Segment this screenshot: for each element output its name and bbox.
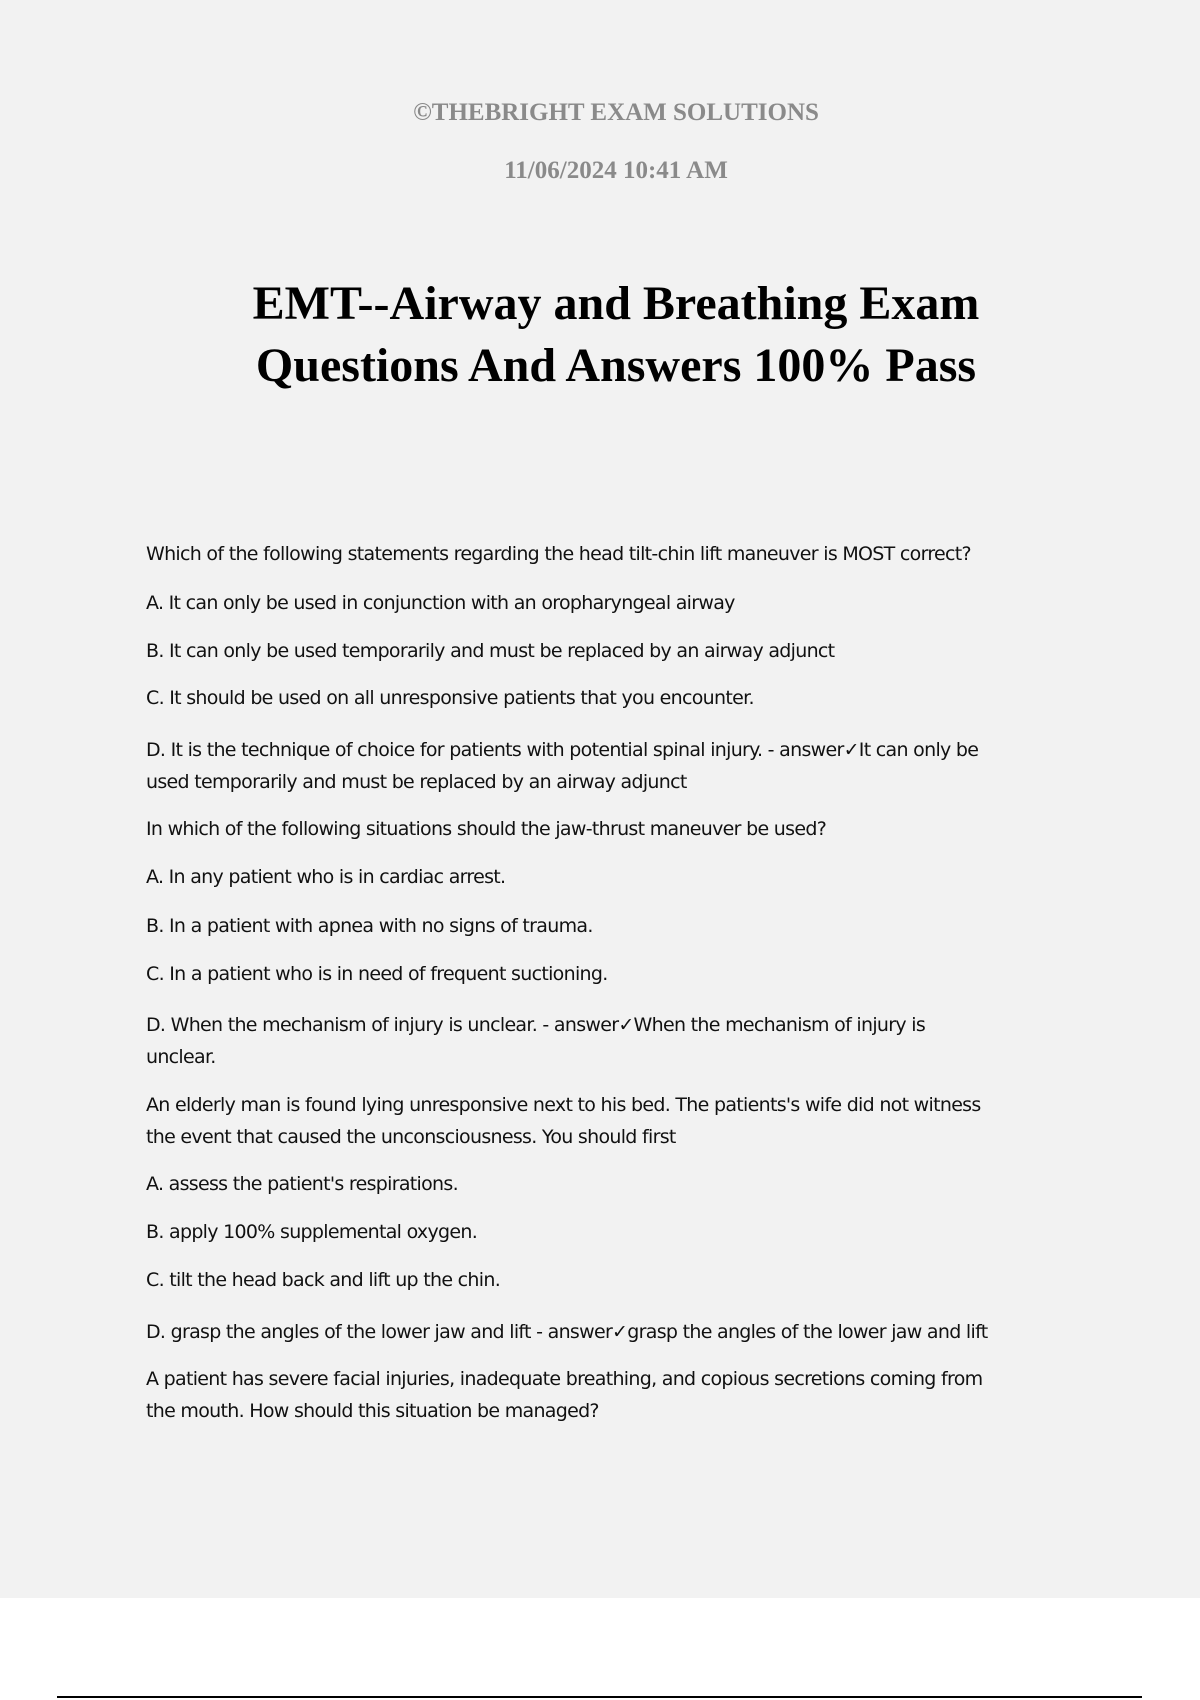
question-2-option-b: B. In a patient with apnea with no signs of trauma. xyxy=(146,915,593,937)
question-2-text: In which of the following situations should the jaw-thrust maneuver be used? xyxy=(146,818,827,840)
question-2-option-d-answer: D. When the mechanism of injury is unclear. - answer✓When the mechanism of injury is xyxy=(146,1014,926,1036)
question-2-option-a: A. In any patient who is in cardiac arrest. xyxy=(146,866,506,888)
question-1-text: Which of the following statements regarding the head tilt-chin lift maneuver is MOST correct? xyxy=(146,543,971,565)
question-1-option-d-answer: D. It is the technique of choice for patients with potential spinal injury. - answer✓It can only be xyxy=(146,739,979,761)
document-title-line-1: EMT--Airway and Breathing Exam xyxy=(252,277,980,330)
question-4-text-line-1: A patient has severe facial injuries, inadequate breathing, and copious secretions coming from xyxy=(146,1368,983,1390)
question-3-option-d-answer: D. grasp the angles of the lower jaw and lift - answer✓grasp the angles of the lower jaw and lift xyxy=(146,1321,988,1343)
question-4-text-line-2: the mouth. How should this situation be managed? xyxy=(146,1400,599,1422)
question-3-option-b: B. apply 100% supplemental oxygen. xyxy=(146,1221,478,1243)
question-2-answer-continuation: unclear. xyxy=(146,1046,216,1068)
question-1-option-a: A. It can only be used in conjunction with an oropharyngeal airway xyxy=(146,592,735,614)
question-1-answer-continuation: used temporarily and must be replaced by an airway adjunct xyxy=(146,771,687,793)
question-1-option-c: C. It should be used on all unresponsive patients that you encounter. xyxy=(146,687,754,709)
question-3-option-c: C. tilt the head back and lift up the chin. xyxy=(146,1269,501,1291)
question-1-option-b: B. It can only be used temporarily and must be replaced by an airway adjunct xyxy=(146,640,835,662)
question-3-text-line-2: the event that caused the unconsciousness. You should first xyxy=(146,1126,676,1148)
timestamp-header: 11/06/2024 10:41 AM xyxy=(504,157,728,184)
copyright-header: ©THEBRIGHT EXAM SOLUTIONS xyxy=(413,99,819,126)
footer-divider xyxy=(57,1696,1142,1698)
document-title-line-2: Questions And Answers 100% Pass xyxy=(255,339,977,392)
question-3-option-a: A. assess the patient's respirations. xyxy=(146,1173,458,1195)
question-2-option-c: C. In a patient who is in need of frequent suctioning. xyxy=(146,963,608,985)
question-3-text-line-1: An elderly man is found lying unresponsive next to his bed. The patients's wife did not witness xyxy=(146,1094,981,1116)
document-title xyxy=(0,273,1200,397)
